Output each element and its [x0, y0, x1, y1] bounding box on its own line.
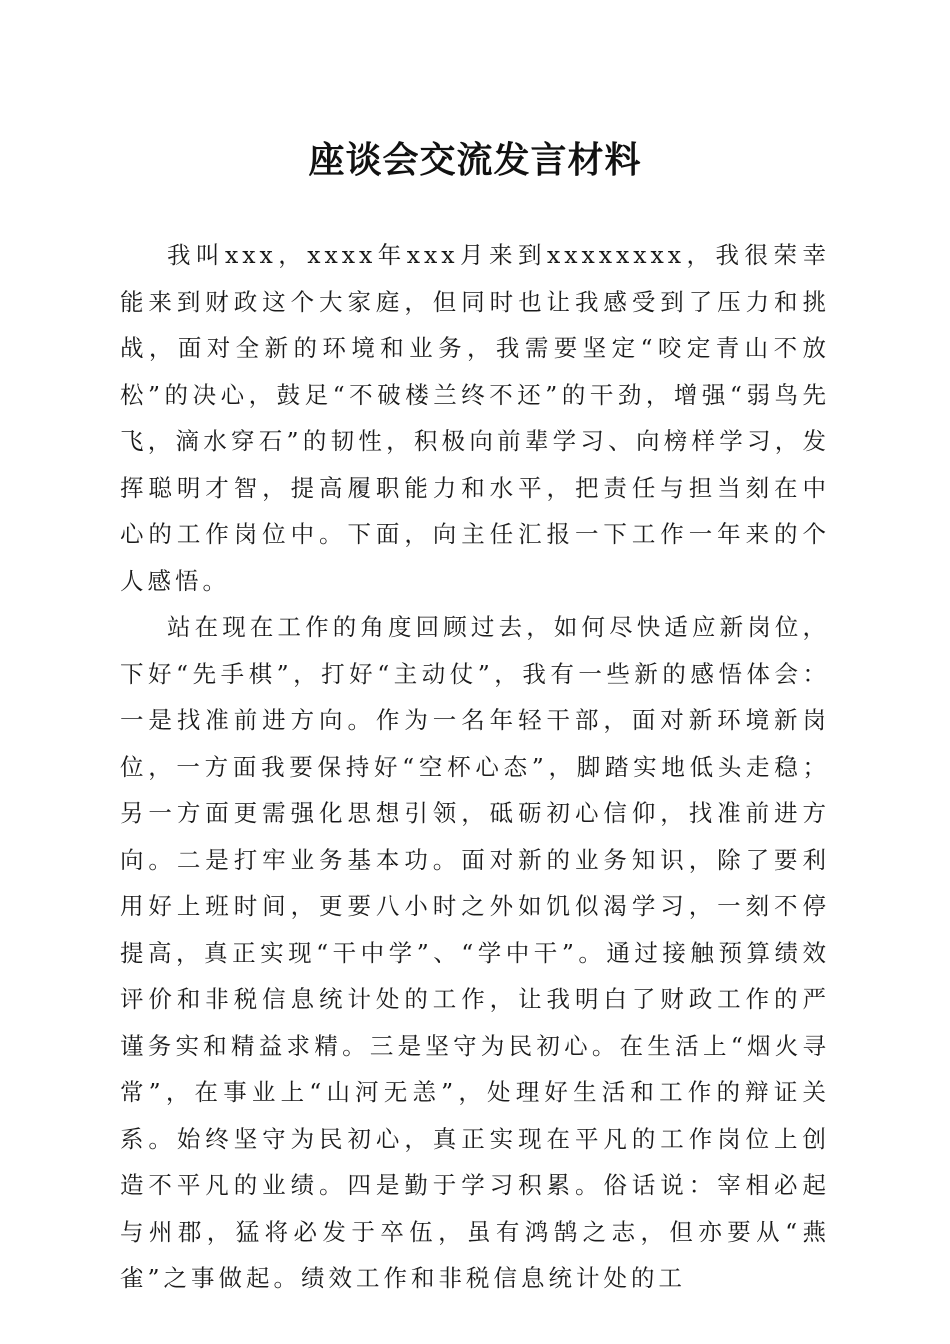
document-body	[120, 232, 830, 1302]
paragraph-intro: 我叫xxx，xxxx年xxx月来到xxxxxxxx，我很荣幸能来到财政这个大家庭，但同时也让我感受到了压力和挑战，面对全新的环境和业务，我需要坚定“咬定青山不放松”的决心，鼓足“不破楼兰终不还”的干劲，增强“弱鸟先飞，滴水穿石”的韧性，积极向前辈学习、向榜样学习，发挥聪明才智，提高履职能力和水平，把责任与担当刻在中心的工作岗位中。下面，向主任汇报一下工作一年来的个人感悟。	[120, 241, 830, 595]
paragraph-reflections: 站在现在工作的角度回顾过去，如何尽快适应新岗位，下好“先手棋”，打好“主动仗”，我有一些新的感悟体会：一是找准前进方向。作为一名年轻干部，面对新环境新岗位，一方面我要保持好“空杯心态”，脚踏实地低头走稳；另一方面更需强化思想引领，砥砺初心信仰，找准前进方向。二是打牢业务基本功。面对新的业务知识，除了要利用好上班时间，更要八小时之外如饥似渴学习，一刻不停提高，真正实现“干中学”、“学中干”。通过接触预算绩效评价和非税信息统计处的工作，让我明白了财政工作的严谨务实和精益求精。三是坚守为民初心。在生活上“烟火寻常”，在事业上“山河无恙”，处理好生活和工作的辩证关系。始终坚守为民初心，真正实现在平凡的工作岗位上创造不平凡的业绩。四是勤于学习积累。俗话说：宰相必起与州郡，猛将必发于卒伍，虽有鸿鹄之志，但亦要从“燕雀”之事做起。绩效工作和非税信息统计处的工	[120, 613, 830, 1292]
document-title: 座谈会交流发言材料	[308, 139, 642, 181]
